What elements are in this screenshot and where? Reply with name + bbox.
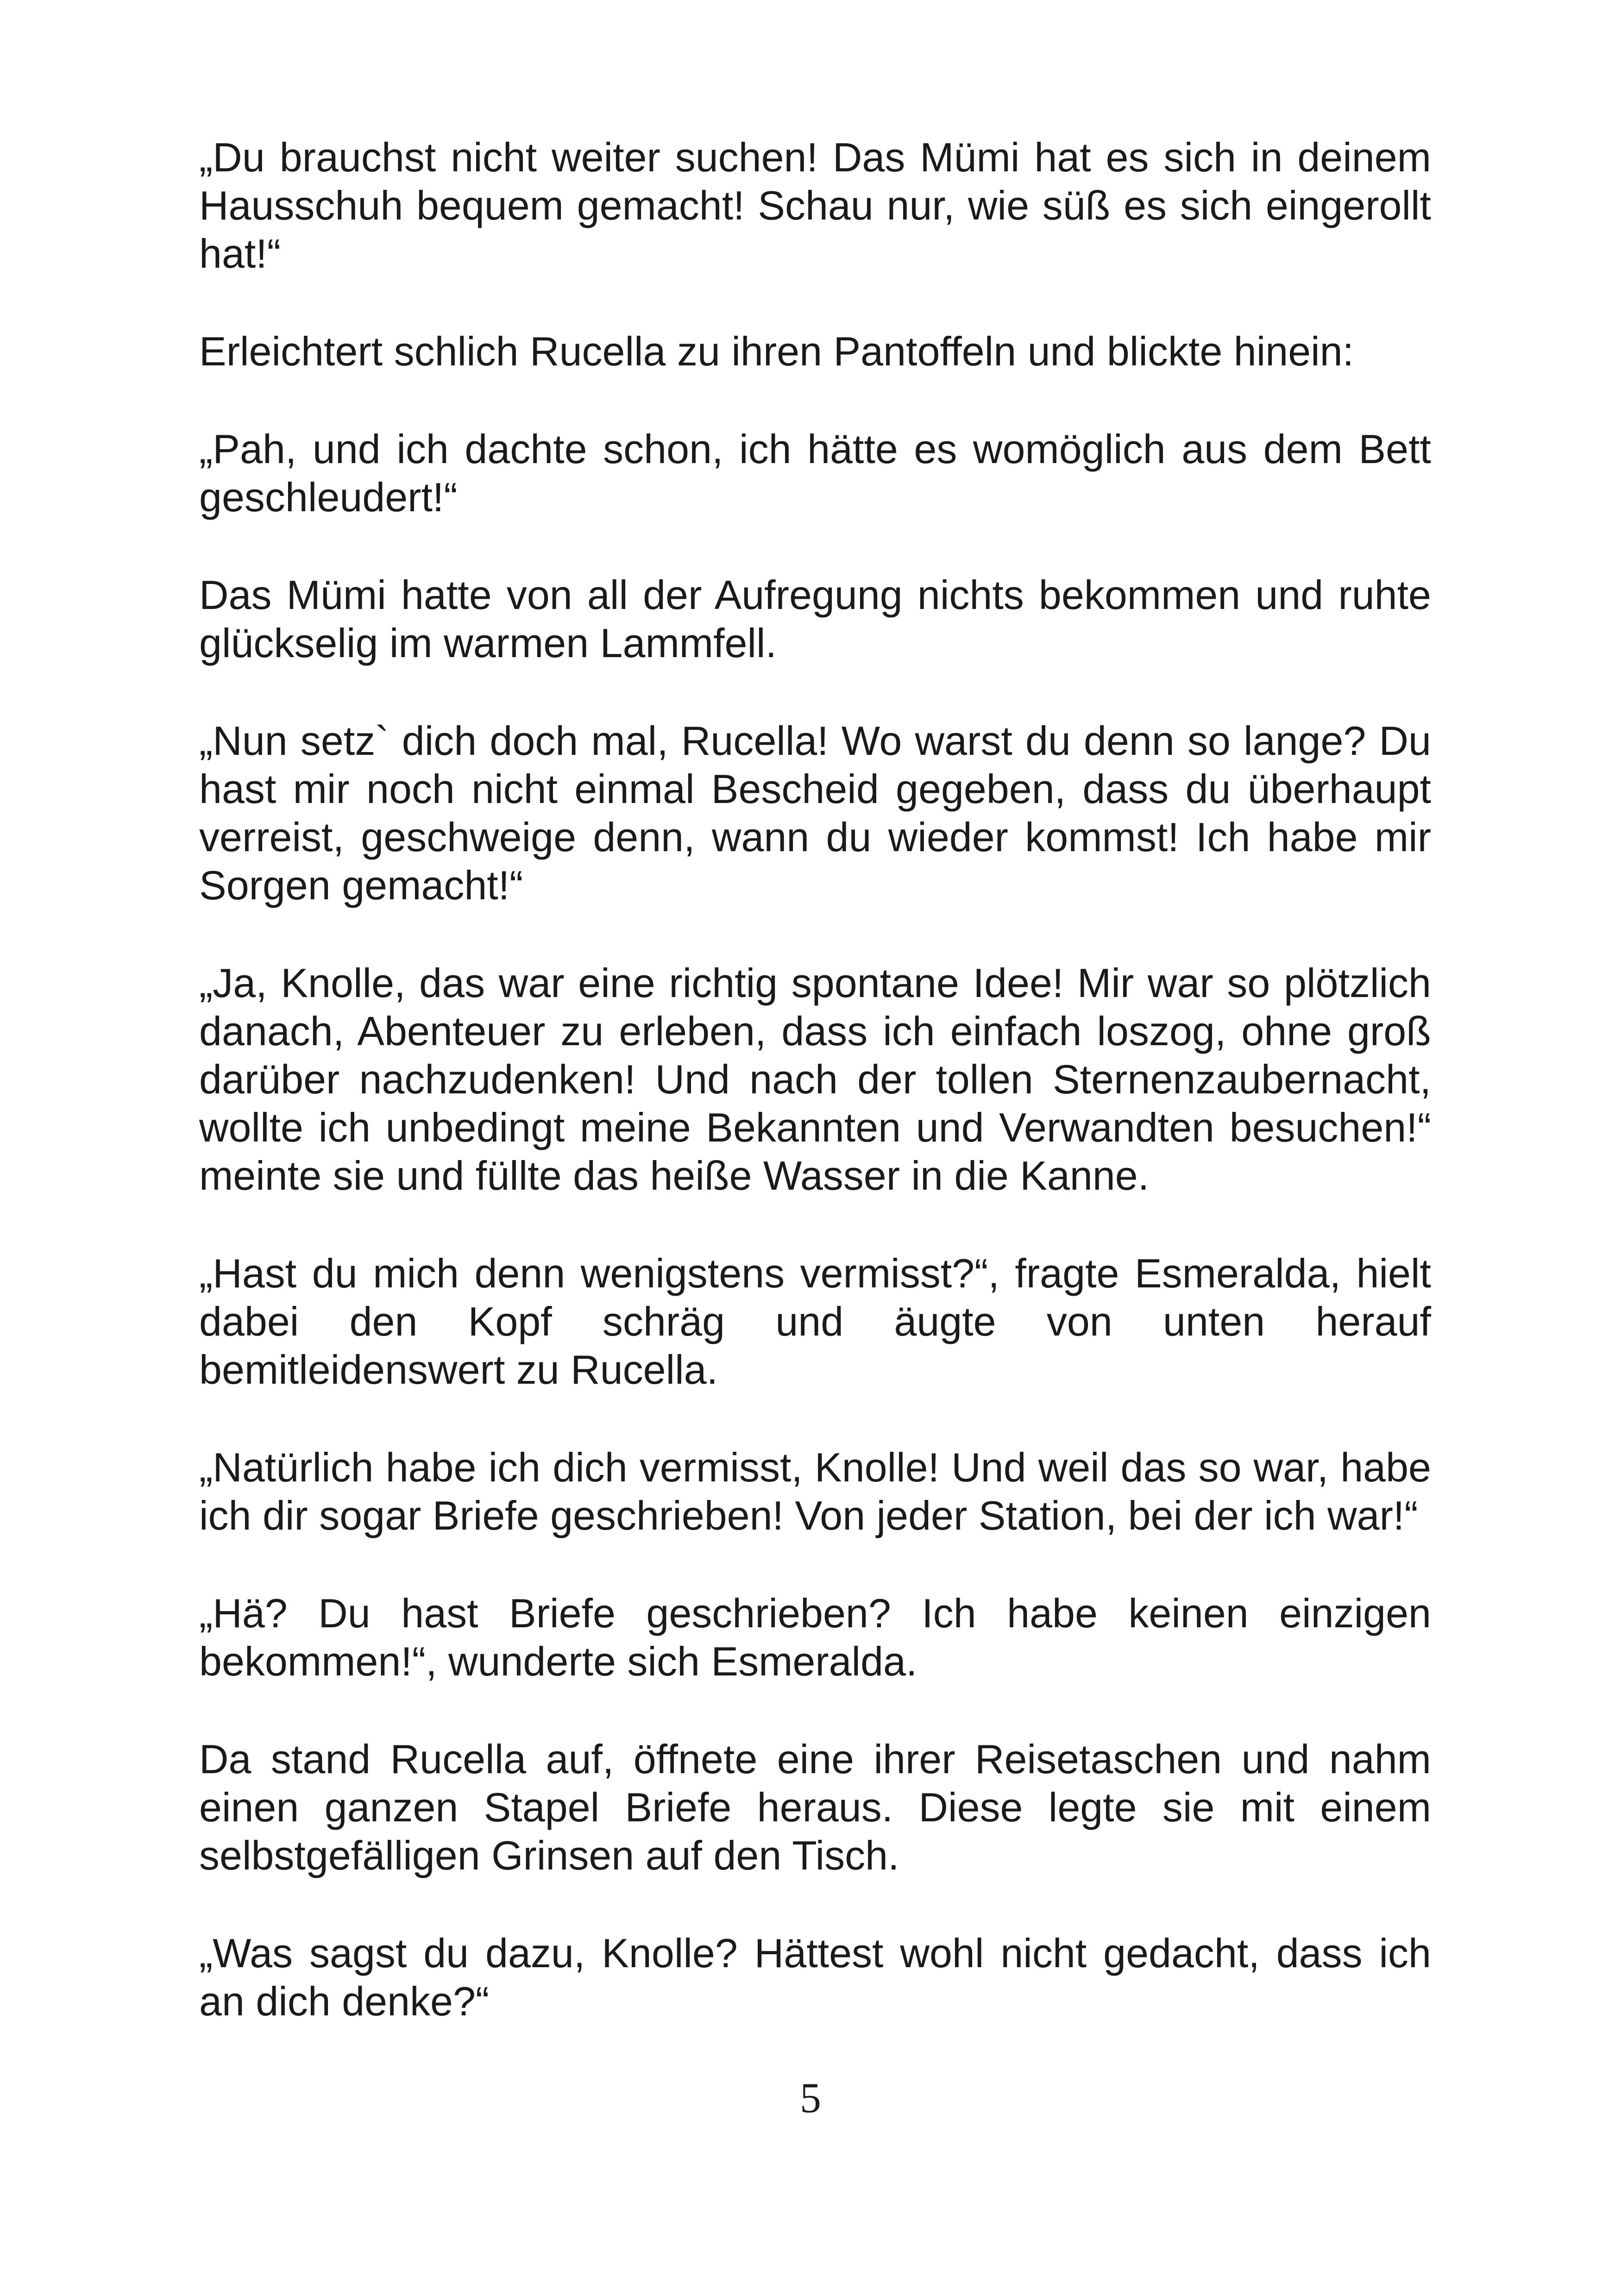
paragraph: „Natürlich habe ich dich vermisst, Knolle! Und weil das so war, habe ich dir sogar Briefe geschrieben! Von jeder Station, bei der ich war!“ xyxy=(199,1444,1431,1538)
page-number: 5 xyxy=(800,2074,821,2121)
paragraph: Da stand Rucella auf, öffnete eine ihrer Reisetaschen und nahm einen ganzen Stapel Briefe heraus. Diese legte sie mit einem selbstgefälligen Grinsen auf den Tisch. xyxy=(199,1736,1431,1878)
paragraph: Das Mümi hatte von all der Aufregung nichts bekommen und ruhte glückselig im warmen Lammfell. xyxy=(199,572,1431,666)
paragraph: „Du brauchst nicht weiter suchen! Das Mümi hat es sich in deinem Hausschuh bequem gemacht! Schau nur, wie süß es sich eingerollt hat!“ xyxy=(199,134,1431,276)
paragraph: „Nun setz` dich doch mal, Rucella! Wo warst du denn so lange? Du hast mir noch nicht einmal Bescheid gegeben, dass du überhaupt verreist, geschweige denn, wann du wieder kommst! Ich habe mir Sorgen gemacht!“ xyxy=(199,718,1431,908)
paragraph: „Ja, Knolle, das war eine richtig spontane Idee! Mir war so plötzlich danach, Abenteuer zu erleben, dass ich einfach loszog, ohne groß darüber nachzudenken! Und nach der tollen Sternenzaubernacht, wollte ich unbedingt meine Bekannten und Verwandten besuchen!“ meinte sie und füllte das heiße Wasser in die Kanne. xyxy=(199,960,1431,1198)
paragraph: Erleichtert schlich Rucella zu ihren Pantoffeln und blickte hinein: xyxy=(199,328,1354,374)
paragraph: „Hä? Du hast Briefe geschrieben? Ich habe keinen einzigen bekommen!“, wunderte sich Esmeralda. xyxy=(199,1590,1431,1684)
paragraph: „Pah, und ich dachte schon, ich hätte es womöglich aus dem Bett geschleudert!“ xyxy=(199,426,1431,520)
paragraph: „Was sagst du dazu, Knolle? Hättest wohl nicht gedacht, dass ich an dich denke?“ xyxy=(199,1930,1431,2024)
paragraph: „Hast du mich denn wenigstens vermisst?“, fragte Esmeralda, hielt dabei den Kopf schräg und äugte von unten herauf bemitleidenswert zu Rucella. xyxy=(199,1250,1431,1393)
body-text xyxy=(199,133,1431,2026)
